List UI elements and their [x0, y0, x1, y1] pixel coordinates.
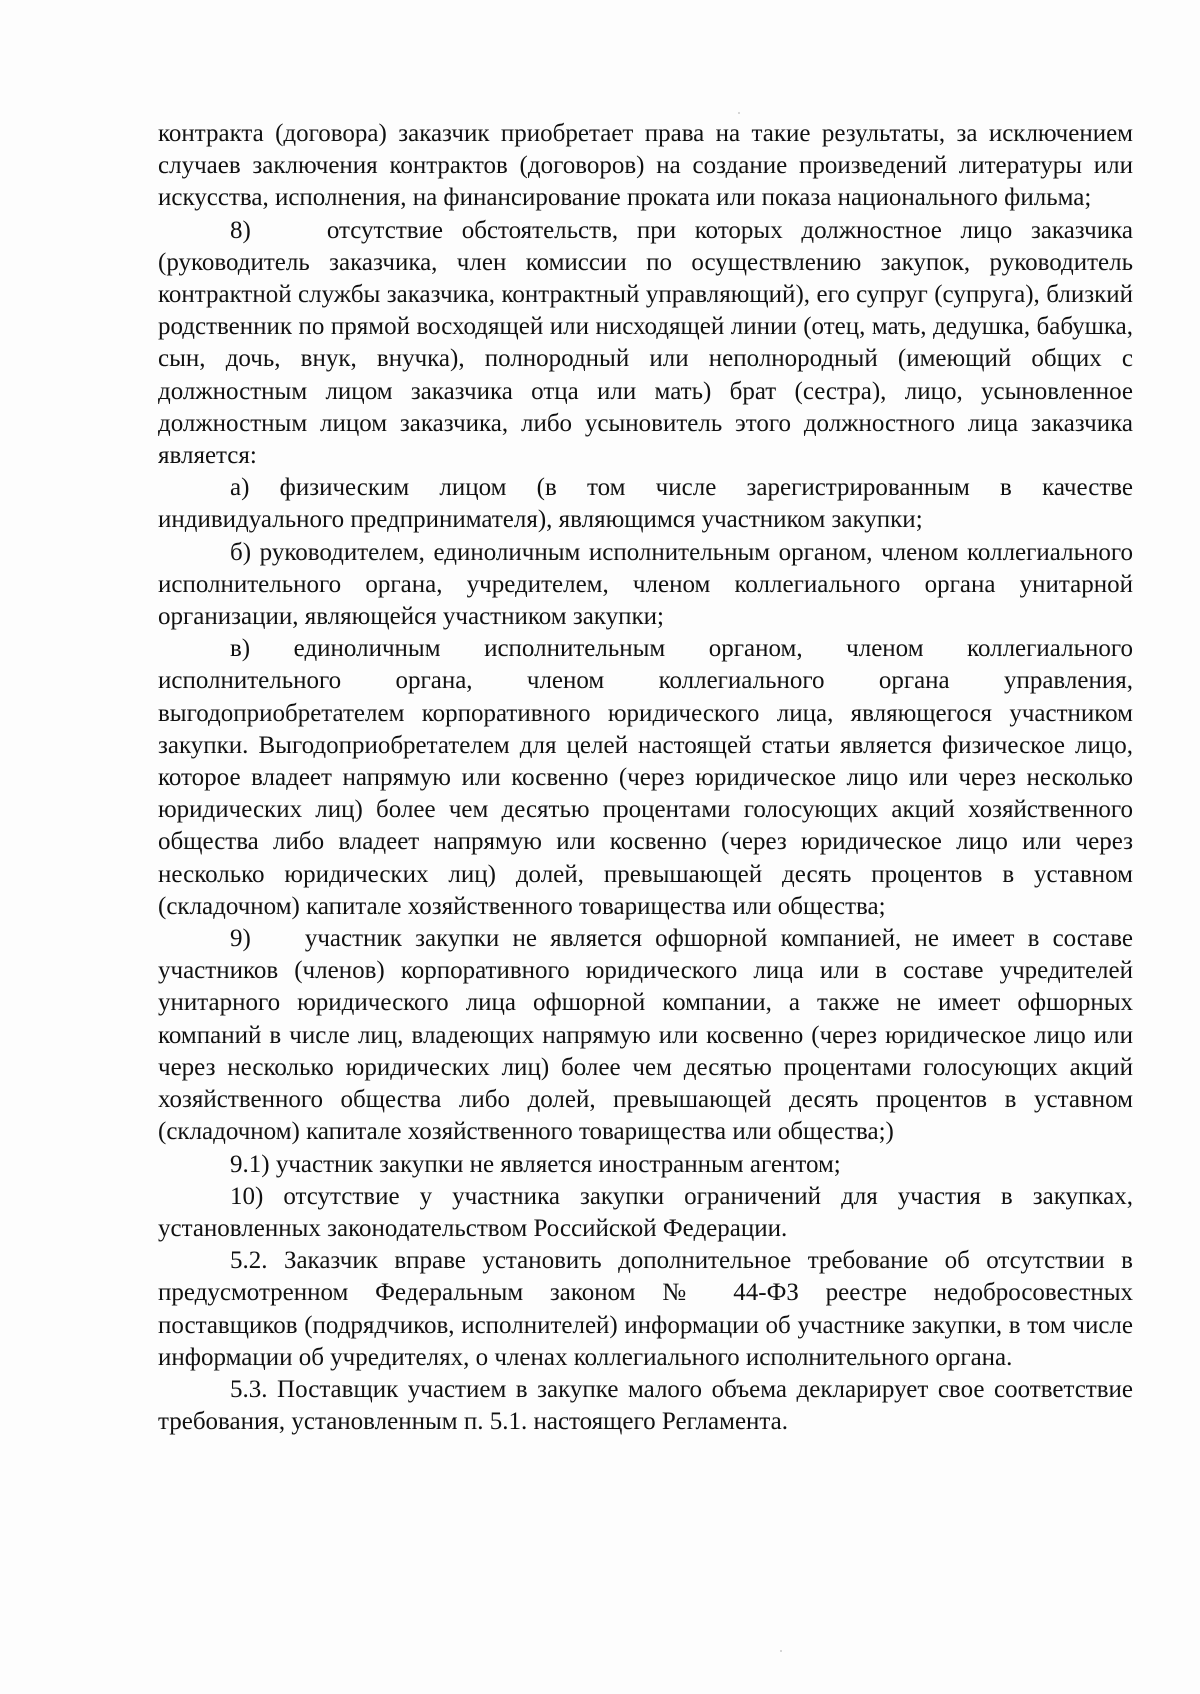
paragraph-contract-continuation — [158, 118, 1133, 215]
paragraph-item-8v — [158, 633, 1133, 923]
paragraph-item-10 — [158, 1181, 1133, 1245]
paragraph-text: участник закупки не является офшорной компанией, не имеет в составе участников (членов) корпоративного юридического лица или в составе учредителей унитарного юридического лица офшорной компании, а также не имеет офшорных компаний в числе лиц, владеющих напрямую или косвенно (через юридическое лицо или через несколько юридических лиц) более чем десятью процентами голосующих акций хозяйственного общества либо долей, превышающей десять процентов в уставном (складочном) капитале хозяйственного товарищества или общества;) — [158, 925, 1133, 1146]
paragraph-text: б) руководителем, единоличным исполнительным органом, членом коллегиального исполнительного органа, учредителем, членом коллегиального органа унитарной организации, являющейся участником закупки; — [158, 538, 1133, 631]
paragraph-text: 5.2. Заказчик вправе установить дополнительное требование об отсутствии в предусмотренном Федеральным законом № 44-ФЗ реестре недобросовестных поставщиков (подрядчиков, исполнителей) информации об участнике закупки, в том числе информации об учредителях, о членах коллегиального исполнительного органа. — [158, 1247, 1133, 1371]
document-body — [158, 118, 1133, 1438]
paragraph-item-9-1 — [158, 1149, 1133, 1181]
paragraph-section-5-2 — [158, 1245, 1133, 1374]
paragraph-text: 10) отсутствие у участника закупки ограничений для участия в закупках, установленных законодательством Российской Федерации. — [158, 1182, 1133, 1242]
scan-speck — [780, 1650, 782, 1652]
paragraph-item-8 — [158, 215, 1133, 473]
paragraph-section-5-3 — [158, 1374, 1133, 1438]
paragraph-item-9 — [158, 923, 1133, 1148]
paragraph-item-8a — [158, 472, 1133, 536]
paragraph-text: 5.3. Поставщик участием в закупке малого объема декларирует свое соответствие требования, установленным п. 5.1. настоящего Регламента. — [158, 1375, 1133, 1436]
item-number: 8) — [230, 216, 251, 244]
paragraph-text: контракта (договора) заказчик приобретает права на такие результаты, за исключением случаев заключения контрактов (договоров) на создание произведений литературы или искусства, исполнения, на финансирование проката или показа национального фильма; — [158, 120, 1133, 212]
item-number: 9) — [230, 925, 251, 953]
paragraph-text: в) единоличным исполнительным органом, членом коллегиального исполнительного органа, членом коллегиального органа управления, выгодоприобретателем корпоративного юридического лица, являющегося участником закупки. Выгодоприобретателем для целей настоящей статьи является физическое лицо, которое владеет напрямую или косвенно (через юридическое лицо или через несколько юридических лиц) более чем десятью процентами голосующих акций хозяйственного общества либо владеет напрямую или косвенно (через юридическое лицо или через несколько юридических лиц) долей, превышающей десять процентов в уставном (складочном) капитале хозяйственного товарищества или общества; — [158, 635, 1133, 920]
paragraph-item-8b — [158, 537, 1133, 634]
scan-speck — [738, 112, 740, 114]
paragraph-text: отсутствие обстоятельств, при которых должностное лицо заказчика (руководитель заказчика, член комиссии по осуществлению закупок, руководитель контрактной службы заказчика, контрактный управляющий), его супруг (супруга), близкий родственник по прямой восходящей или нисходящей линии (отец, мать, дедушка, бабушка, сын, дочь, внук, внучка), полнородный или неполнородный (имеющий общих с должностным лицом заказчика отца или мать) брат (сестра), лицо, усыновленное должностным лицом заказчика, либо усыновитель этого должностного лица заказчика является: — [158, 216, 1133, 470]
paragraph-text: а) физическим лицом (в том числе зарегистрированным в качестве индивидуального предпринимателя), являющимся участником закупки; — [158, 474, 1133, 534]
paragraph-text: 9.1) участник закупки не является иностранным агентом; — [230, 1150, 841, 1178]
